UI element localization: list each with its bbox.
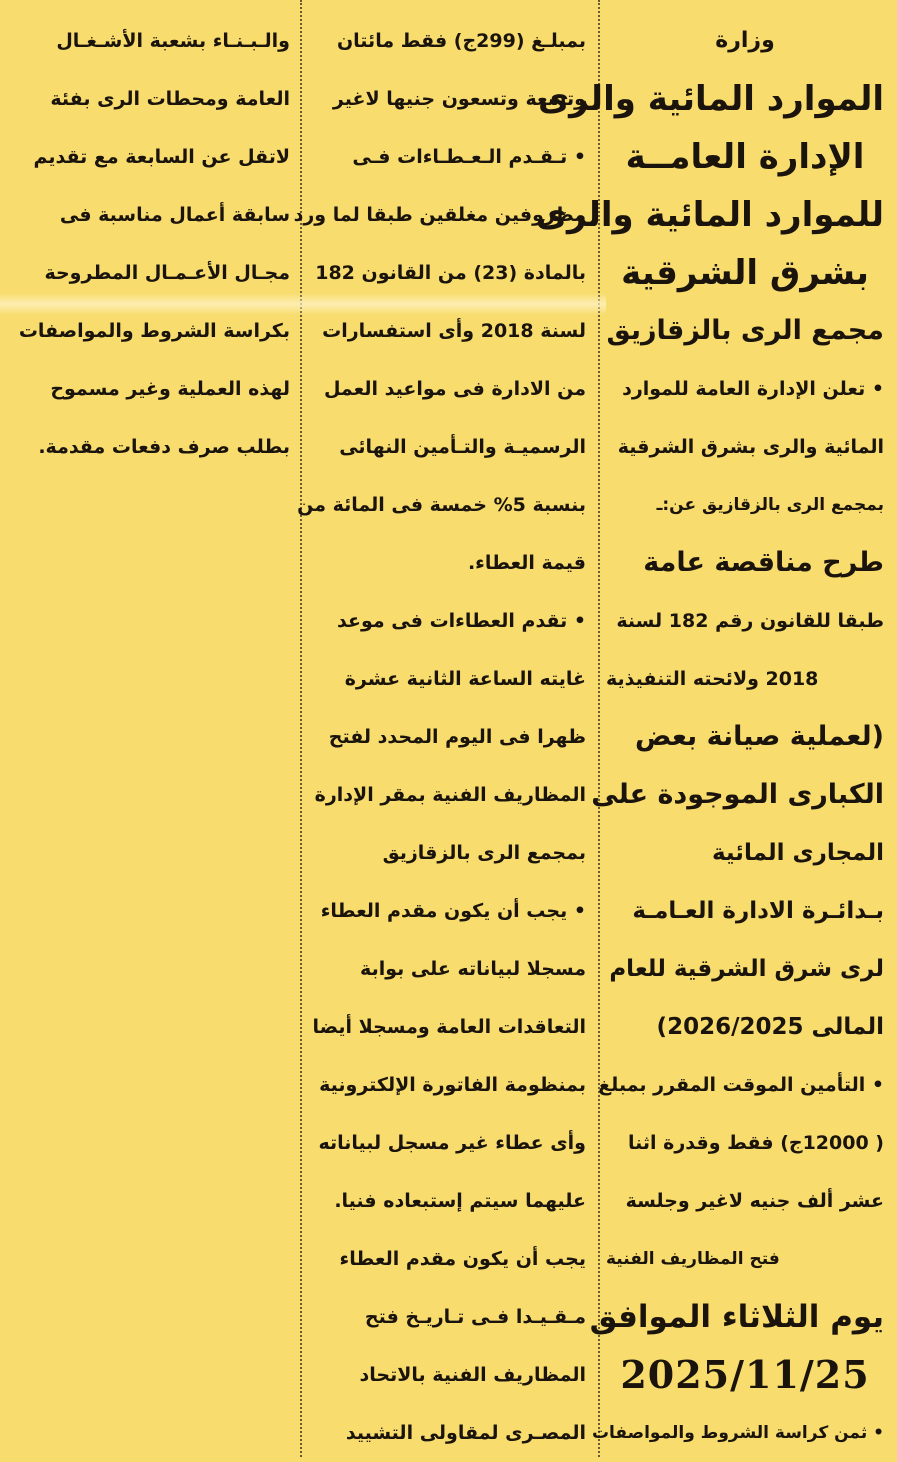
text-line: • تـقـدم الـعـطـاءات فـى — [352, 146, 586, 168]
text-line: من الادارة فى مواعيد العمل — [323, 378, 586, 400]
text-line: بالمادة (23) من القانون 182 — [315, 262, 586, 284]
text-line: بمبلـغ (299ج) فقط مائتان — [336, 30, 586, 52]
text-line: لهذه العملية وغير مسموح — [50, 378, 290, 400]
text-line: وتسعة وتسعون جنيها لاغير — [332, 88, 586, 110]
text-line: عليهما سيتم إستبعاده فنيا. — [334, 1190, 586, 1212]
text-line: بكراسة الشروط والمواصفات — [18, 320, 290, 342]
text-line: بمنظومة الفاتورة الإلكترونية — [319, 1074, 586, 1096]
text-line: مظروفين مغلقين طبقا لما ورد — [293, 204, 586, 226]
project-title: الكبارى الموجودة على — [591, 779, 884, 810]
text-line: المظاريف الفنية بمقر الإدارة — [314, 784, 586, 806]
text-line: بنسبة 5% خمسة فى المائة من — [297, 494, 586, 516]
text-line: بمجمع الرى بالزقازيق عن:ـ — [656, 495, 884, 515]
text-line: بمجمع الرى بالزقازيق — [382, 842, 586, 864]
project-title: لرى شرق الشرقية للعام — [609, 956, 884, 982]
tender-heading: طرح مناقصة عامة — [643, 547, 884, 578]
text-line: 2018 ولائحته التنفيذية — [606, 668, 819, 690]
project-title: بـدائـرة الادارة العـامـة — [632, 898, 884, 924]
text-line: ظهرا فى اليوم المحدد لفتح — [328, 726, 586, 748]
text-line: العامة ومحطات الرى بفئة — [50, 88, 290, 110]
right-column — [535, 0, 884, 1457]
complex-name: مجمع الرى بالزقازيق — [606, 315, 884, 346]
text-line: المائية والرى بشرق الشرقية — [617, 436, 884, 458]
text-line: عشر ألف جنيه لاغير وجلسة — [625, 1190, 884, 1212]
authority-title-2: للموارد المائية والرى — [535, 195, 884, 235]
project-title: المالى 2026/2025) — [656, 1014, 884, 1040]
text-line: يجب أن يكون مقدم العطاء — [339, 1248, 586, 1270]
text-line: التعاقدات العامة ومسجلا أيضا — [312, 1016, 586, 1038]
text-line: الرسميـة والتـأمين النهائى — [339, 436, 586, 458]
text-line: لاتقل عن السابعة مع تقديم — [33, 146, 290, 168]
text-line: • ثمن كراسة الشروط والمواصفات — [591, 1423, 884, 1443]
text-line: غايته الساعة الثانية عشرة — [344, 668, 586, 690]
session-day: يوم الثلاثاء الموافق — [589, 1299, 884, 1335]
session-date: 2025/11/25 — [620, 1352, 870, 1397]
text-line: مسجلا لبياناته على بوابة — [360, 958, 586, 980]
text-line: لسنة 2018 وأى استفسارات — [322, 320, 586, 342]
text-line: • تعلن الإدارة العامة للموارد — [622, 378, 884, 400]
text-line: مـقـيـدا فـى تـاريـخ فتح — [364, 1306, 586, 1328]
text-line: • يجب أن يكون مقدم العطاء — [320, 900, 586, 922]
project-title: (لعملية صيانة بعض — [634, 721, 884, 752]
text-line: مجـال الأعـمـال المطروحة — [44, 262, 290, 284]
text-line: طبقا للقانون رقم 182 لسنة — [616, 610, 884, 632]
ministry-name: الموارد المائية والرى — [538, 79, 884, 119]
left-column — [12, 0, 290, 1457]
text-line: فتح المظاريف الفنية — [606, 1249, 780, 1269]
authority-region: بشرق الشرقية — [621, 253, 869, 293]
text-line: • تقدم العطاءات فى موعد — [337, 610, 586, 632]
text-line: ( 12000ج) فقط وقدرة اثنا — [627, 1132, 884, 1154]
text-line: وأى عطاء غير مسجل لبياناته — [318, 1132, 586, 1154]
text-line: والـبـنـاء بشعبة الأشـغـال — [56, 30, 290, 52]
text-line: قيمة العطاء. — [467, 552, 586, 574]
text-line: بطلب صرف دفعات مقدمة. — [38, 436, 290, 458]
ministry-label: وزارة — [715, 28, 775, 53]
middle-column — [293, 0, 586, 1457]
text-line: • التأمين الموقت المقرر بمبلغ — [598, 1074, 884, 1096]
authority-title: الإدارة العامــة — [625, 137, 865, 177]
project-title: المجارى المائية — [711, 840, 884, 866]
text-line: المصـرى لمقاولى التشييد — [345, 1422, 586, 1444]
text-line: سابقة أعمال مناسبة فى — [59, 204, 290, 226]
text-line: المظاريف الفنية بالاتحاد — [359, 1364, 586, 1386]
